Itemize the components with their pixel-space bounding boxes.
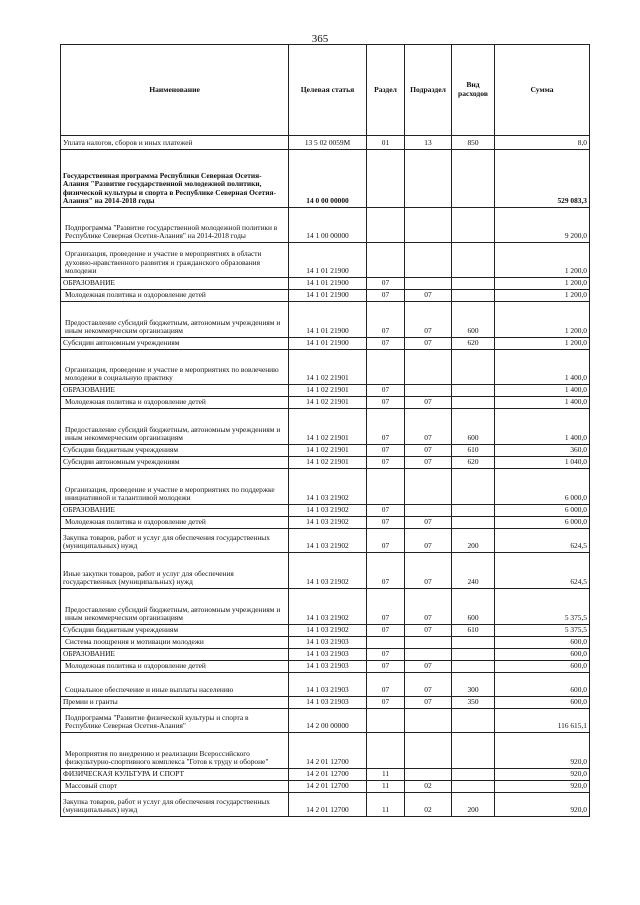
row-target-cell: 14 1 02 21901: [289, 457, 367, 469]
row-sum-cell: 529 083,3: [495, 150, 590, 208]
row-name-cell: Премии и гранты: [61, 697, 289, 709]
table-row: [61, 673, 590, 697]
row-subsection-cell: 07: [405, 397, 452, 409]
row-name-cell: Социальное обеспечение и иные выплаты населению: [61, 673, 289, 697]
row-section-cell: 07: [367, 445, 405, 457]
row-kind-cell: 620: [452, 338, 495, 350]
table-row: [61, 409, 590, 445]
row-name-cell: ОБРАЗОВАНИЕ: [61, 385, 289, 397]
row-name-cell: Предоставление субсидий бюджетным, автономным учреждениям и иным некоммерческим организациям: [61, 409, 289, 445]
row-sum-cell: 6 000,0: [495, 505, 590, 517]
row-section-cell: 01: [367, 136, 405, 150]
row-sum-cell: 1 200,0: [495, 302, 590, 338]
row-name-cell: Иные закупки товаров, работ и услуг для обеспечения государственных (муниципальных) нужд: [61, 553, 289, 589]
row-subsection-cell: 07: [405, 625, 452, 637]
row-section-cell: [367, 733, 405, 769]
table-row: [61, 661, 590, 673]
table-row: [61, 769, 590, 781]
header-target: Целевая статья: [289, 45, 367, 136]
page-number: 365: [311, 33, 329, 45]
row-section-cell: [367, 469, 405, 505]
row-target-cell: 14 1 03 21902: [289, 553, 367, 589]
row-sum-cell: 600,0: [495, 637, 590, 649]
row-sum-cell: 8,0: [495, 136, 590, 150]
row-subsection-cell: 07: [405, 517, 452, 529]
row-target-cell: 14 1 03 21902: [289, 517, 367, 529]
row-kind-cell: [452, 781, 495, 793]
row-target-cell: 14 1 02 21901: [289, 445, 367, 457]
table-row: [61, 793, 590, 817]
row-name-cell: ОБРАЗОВАНИЕ: [61, 649, 289, 661]
row-section-cell: 11: [367, 769, 405, 781]
row-kind-cell: [452, 350, 495, 385]
table-row: [61, 781, 590, 793]
row-subsection-cell: [405, 769, 452, 781]
row-kind-cell: 200: [452, 529, 495, 553]
row-kind-cell: 850: [452, 136, 495, 150]
row-section-cell: 07: [367, 649, 405, 661]
row-kind-cell: [452, 649, 495, 661]
row-section-cell: 07: [367, 661, 405, 673]
row-section-cell: [367, 709, 405, 733]
row-subsection-cell: [405, 243, 452, 278]
row-target-cell: 14 2 00 00000: [289, 709, 367, 733]
row-sum-cell: 624,5: [495, 529, 590, 553]
row-sum-cell: 600,0: [495, 697, 590, 709]
row-target-cell: 14 1 01 21900: [289, 338, 367, 350]
row-kind-cell: 600: [452, 589, 495, 625]
row-target-cell: 13 5 02 0059М: [289, 136, 367, 150]
table-row: [61, 150, 590, 208]
row-target-cell: 14 1 01 21900: [289, 302, 367, 338]
table-row: [61, 649, 590, 661]
row-subsection-cell: 13: [405, 136, 452, 150]
row-sum-cell: 1 200,0: [495, 338, 590, 350]
row-sum-cell: 6 000,0: [495, 517, 590, 529]
row-kind-cell: [452, 733, 495, 769]
row-sum-cell: 920,0: [495, 781, 590, 793]
table-row: [61, 350, 590, 385]
row-section-cell: 07: [367, 553, 405, 589]
row-subsection-cell: 07: [405, 589, 452, 625]
row-sum-cell: 600,0: [495, 673, 590, 697]
table-row: [61, 697, 590, 709]
row-name-cell: Молодежная политика и оздоровление детей: [61, 397, 289, 409]
table-row: [61, 445, 590, 457]
row-name-cell: Организация, проведение и участие в мероприятиях в области духовно-нравственного развития и гражданского образования молодежи: [61, 243, 289, 278]
row-kind-cell: [452, 517, 495, 529]
row-section-cell: [367, 208, 405, 243]
row-target-cell: 14 2 01 12700: [289, 793, 367, 817]
row-section-cell: 07: [367, 290, 405, 302]
row-kind-cell: [452, 469, 495, 505]
row-section-cell: 07: [367, 589, 405, 625]
row-section-cell: 07: [367, 517, 405, 529]
table-row: [61, 290, 590, 302]
row-target-cell: 14 1 03 21902: [289, 529, 367, 553]
row-kind-cell: 600: [452, 409, 495, 445]
table-row: [61, 302, 590, 338]
row-subsection-cell: 07: [405, 457, 452, 469]
row-name-cell: Молодежная политика и оздоровление детей: [61, 517, 289, 529]
row-kind-cell: 610: [452, 445, 495, 457]
table-row: [61, 517, 590, 529]
row-section-cell: [367, 350, 405, 385]
row-target-cell: 14 1 03 21903: [289, 661, 367, 673]
row-sum-cell: 920,0: [495, 793, 590, 817]
row-section-cell: 07: [367, 673, 405, 697]
row-section-cell: 07: [367, 302, 405, 338]
table-row: [61, 733, 590, 769]
row-subsection-cell: [405, 505, 452, 517]
row-name-cell: Молодежная политика и оздоровление детей: [61, 661, 289, 673]
row-sum-cell: 5 375,5: [495, 589, 590, 625]
row-kind-cell: [452, 290, 495, 302]
row-section-cell: 07: [367, 338, 405, 350]
row-kind-cell: [452, 385, 495, 397]
row-target-cell: 14 1 03 21902: [289, 589, 367, 625]
row-target-cell: 14 1 00 00000: [289, 208, 367, 243]
row-kind-cell: [452, 208, 495, 243]
table-row: [61, 397, 590, 409]
row-name-cell: Мероприятия по внедрению и реализации Всероссийского физкультурно-спортивного комплекса "Готов к труду и обороне": [61, 733, 289, 769]
row-name-cell: Закупка товаров, работ и услуг для обеспечения государственных (муниципальных) нужд: [61, 793, 289, 817]
table-row: [61, 136, 590, 150]
table-row: [61, 625, 590, 637]
row-kind-cell: [452, 637, 495, 649]
row-name-cell: Уплата налогов, сборов и иных платежей: [61, 136, 289, 150]
row-subsection-cell: 02: [405, 781, 452, 793]
row-sum-cell: 360,0: [495, 445, 590, 457]
row-sum-cell: 920,0: [495, 733, 590, 769]
row-subsection-cell: 07: [405, 661, 452, 673]
row-section-cell: 07: [367, 505, 405, 517]
row-kind-cell: 610: [452, 625, 495, 637]
row-kind-cell: 600: [452, 302, 495, 338]
row-name-cell: Субсидии бюджетным учреждениям: [61, 445, 289, 457]
row-sum-cell: 1 400,0: [495, 350, 590, 385]
row-sum-cell: 1 400,0: [495, 397, 590, 409]
row-name-cell: Закупка товаров, работ и услуг для обеспечения государственных (муниципальных) нужд: [61, 529, 289, 553]
row-sum-cell: 600,0: [495, 661, 590, 673]
table-row: [61, 278, 590, 290]
row-name-cell: Государственная программа Республики Северная Осетия-Алания "Развитие государственной молодежной политики, физической культуры и спорта в Республике Северная Осетия-Алания" на 2014-2018 годы: [61, 150, 289, 208]
table-body: [61, 136, 590, 817]
row-sum-cell: 920,0: [495, 769, 590, 781]
row-subsection-cell: [405, 469, 452, 505]
row-subsection-cell: [405, 637, 452, 649]
row-section-cell: 07: [367, 397, 405, 409]
table-row: [61, 637, 590, 649]
table-row: [61, 243, 590, 278]
row-target-cell: 14 1 03 21902: [289, 625, 367, 637]
row-kind-cell: [452, 278, 495, 290]
row-target-cell: 14 1 01 21900: [289, 243, 367, 278]
row-kind-cell: [452, 661, 495, 673]
row-name-cell: Массовый спорт: [61, 781, 289, 793]
row-subsection-cell: [405, 649, 452, 661]
table-row: [61, 208, 590, 243]
table-row: [61, 709, 590, 733]
row-sum-cell: 1 200,0: [495, 278, 590, 290]
row-section-cell: [367, 637, 405, 649]
row-section-cell: 07: [367, 457, 405, 469]
row-target-cell: 14 1 02 21901: [289, 385, 367, 397]
row-target-cell: 14 1 03 21902: [289, 505, 367, 517]
row-kind-cell: [452, 150, 495, 208]
row-subsection-cell: [405, 709, 452, 733]
row-target-cell: 14 1 03 21903: [289, 637, 367, 649]
row-section-cell: [367, 150, 405, 208]
row-sum-cell: 1 200,0: [495, 243, 590, 278]
header-sum: Сумма: [495, 45, 590, 136]
row-name-cell: Молодежная политика и оздоровление детей: [61, 290, 289, 302]
row-section-cell: 11: [367, 781, 405, 793]
row-sum-cell: 624,5: [495, 553, 590, 589]
row-target-cell: 14 1 01 21900: [289, 290, 367, 302]
row-section-cell: 11: [367, 793, 405, 817]
row-target-cell: 14 0 00 00000: [289, 150, 367, 208]
row-name-cell: Субсидии автономным учреждениям: [61, 457, 289, 469]
row-name-cell: Подпрограмма "Развитие физической культуры и спорта в Республике Северная Осетия-Алания": [61, 709, 289, 733]
row-target-cell: 14 1 02 21901: [289, 409, 367, 445]
table-header-row: [61, 45, 590, 136]
row-subsection-cell: 07: [405, 673, 452, 697]
header-kind: Вид расходов: [452, 45, 495, 136]
table-row: [61, 505, 590, 517]
table-row: [61, 338, 590, 350]
row-name-cell: Предоставление субсидий бюджетным, автономным учреждениям и иным некоммерческим организациям: [61, 589, 289, 625]
row-sum-cell: 1 400,0: [495, 409, 590, 445]
header-section: Раздел: [367, 45, 405, 136]
row-kind-cell: 300: [452, 673, 495, 697]
row-target-cell: 14 1 03 21903: [289, 697, 367, 709]
row-subsection-cell: 07: [405, 553, 452, 589]
row-target-cell: 14 2 01 12700: [289, 733, 367, 769]
table-row: [61, 589, 590, 625]
row-target-cell: 14 2 01 12700: [289, 769, 367, 781]
row-subsection-cell: 07: [405, 529, 452, 553]
row-subsection-cell: [405, 208, 452, 243]
row-kind-cell: [452, 243, 495, 278]
row-subsection-cell: [405, 150, 452, 208]
row-section-cell: [367, 243, 405, 278]
table-row: [61, 469, 590, 505]
row-subsection-cell: 07: [405, 409, 452, 445]
row-name-cell: Подпрограмма "Развитие государственной молодежной политики в Республике Северная Осетия-Алания" на 2014-2018 годы: [61, 208, 289, 243]
row-subsection-cell: [405, 278, 452, 290]
budget-table: [60, 44, 590, 817]
row-name-cell: Предоставление субсидий бюджетным, автономным учреждениям и иным некоммерческим организациям: [61, 302, 289, 338]
row-kind-cell: 240: [452, 553, 495, 589]
row-kind-cell: [452, 709, 495, 733]
row-sum-cell: 1 200,0: [495, 290, 590, 302]
row-name-cell: ОБРАЗОВАНИЕ: [61, 278, 289, 290]
row-name-cell: Субсидии бюджетным учреждениям: [61, 625, 289, 637]
row-name-cell: Система поощрения и мотивации молодежи: [61, 637, 289, 649]
row-subsection-cell: [405, 385, 452, 397]
row-kind-cell: [452, 769, 495, 781]
row-subsection-cell: 07: [405, 697, 452, 709]
row-sum-cell: 116 615,1: [495, 709, 590, 733]
table-row: [61, 385, 590, 397]
row-subsection-cell: 07: [405, 302, 452, 338]
row-subsection-cell: 02: [405, 793, 452, 817]
row-kind-cell: [452, 397, 495, 409]
row-subsection-cell: 07: [405, 445, 452, 457]
row-target-cell: 14 1 03 21903: [289, 649, 367, 661]
row-section-cell: 07: [367, 529, 405, 553]
row-section-cell: 07: [367, 409, 405, 445]
row-subsection-cell: 07: [405, 290, 452, 302]
row-name-cell: Организация, проведение и участие в мероприятиях по поддержке инициативной и талантливой молодежи: [61, 469, 289, 505]
table-row: [61, 553, 590, 589]
row-target-cell: 14 2 01 12700: [289, 781, 367, 793]
table-row: [61, 457, 590, 469]
header-subsection: Подраздел: [405, 45, 452, 136]
row-name-cell: ФИЗИЧЕСКАЯ КУЛЬТУРА И СПОРТ: [61, 769, 289, 781]
row-kind-cell: [452, 505, 495, 517]
row-kind-cell: 620: [452, 457, 495, 469]
row-sum-cell: 6 000,0: [495, 469, 590, 505]
row-subsection-cell: 07: [405, 338, 452, 350]
row-section-cell: 07: [367, 697, 405, 709]
row-section-cell: 07: [367, 278, 405, 290]
row-section-cell: 07: [367, 385, 405, 397]
row-subsection-cell: [405, 733, 452, 769]
row-sum-cell: 600,0: [495, 649, 590, 661]
table-row: [61, 529, 590, 553]
header-name: Наименование: [61, 45, 289, 136]
row-sum-cell: 1 040,0: [495, 457, 590, 469]
row-kind-cell: 350: [452, 697, 495, 709]
row-target-cell: 14 1 02 21901: [289, 397, 367, 409]
row-name-cell: ОБРАЗОВАНИЕ: [61, 505, 289, 517]
row-name-cell: Субсидии автономным учреждениям: [61, 338, 289, 350]
row-subsection-cell: [405, 350, 452, 385]
row-sum-cell: 5 375,5: [495, 625, 590, 637]
row-sum-cell: 9 200,0: [495, 208, 590, 243]
row-name-cell: Организация, проведение и участие в мероприятиях по вовлечению молодежи в социальную практику: [61, 350, 289, 385]
row-section-cell: 07: [367, 625, 405, 637]
row-target-cell: 14 1 02 21901: [289, 350, 367, 385]
row-sum-cell: 1 400,0: [495, 385, 590, 397]
row-target-cell: 14 1 03 21902: [289, 469, 367, 505]
row-target-cell: 14 1 01 21900: [289, 278, 367, 290]
row-target-cell: 14 1 03 21903: [289, 673, 367, 697]
row-kind-cell: 200: [452, 793, 495, 817]
